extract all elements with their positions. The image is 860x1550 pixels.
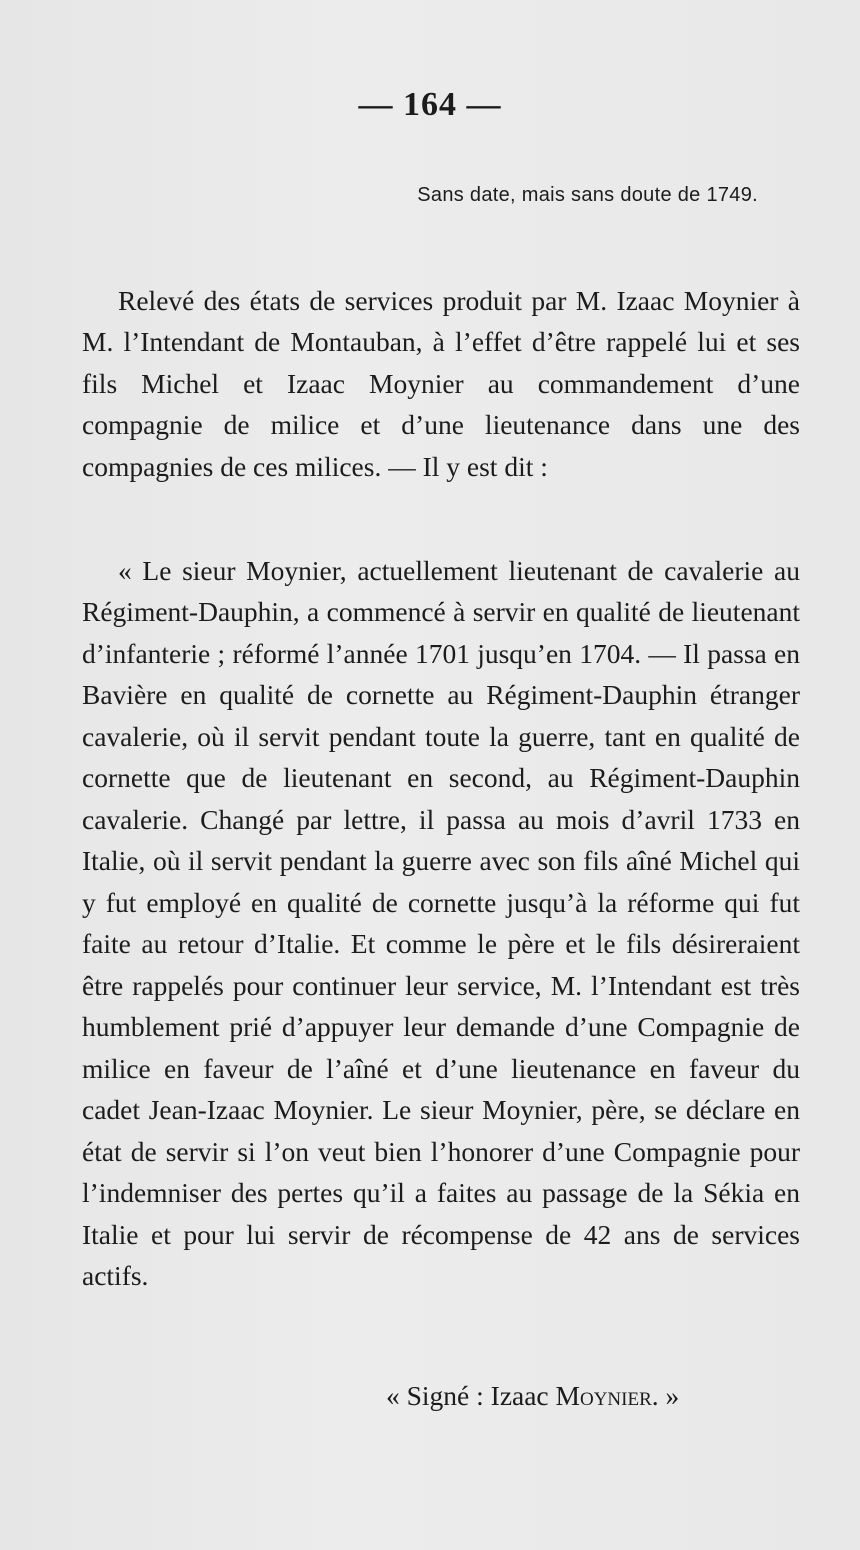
signature-line	[386, 1380, 679, 1412]
paragraph-quote: « Le sieur Moynier, actuellement lieutenant de cavalerie au Régiment-Dauphin, a commencé à servir en qualité de lieutenant d’infanterie ; réformé l’année 1701 jusqu’en 1704. — Il passa en Bavière en qualité de cornette au Régiment-Dauphin étranger cavalerie, où il servit pendant toute la guerre, tant en qualité de cornette que de lieutenant en second, au Régiment-Dauphin cavalerie. Changé par lettre, il passa au mois d’avril 1733 en Italie, où il servit pendant la guerre avec son fils aîné Michel qui y fut employé en qualité de cornette jusqu’à la réforme qui fut faite au retour d’Italie. Et comme le père et le fils désireraient être rappelés pour continuer leur service, M. l’Intendant est très humblement prié d’appuyer leur demande d’une Compagnie de milice en faveur de l’aîné et d’une lieutenance en faveur du cadet Jean-Izaac Moynier. Le sieur Moynier, père, se déclare en état de servir si l’on veut bien l’honorer d’une Compagnie pour l’indemniser des pertes qu’il a faites au passage de la Sékia en Italie et pour lui servir de récompense de 42 ans de services actifs.	[82, 554, 800, 1291]
paragraph-intro: Relevé des états de services produit par M. Izaac Moynier à M. l’Intendant de Montauban, à l’effet d’être rappelé lui et ses fils Michel et Izaac Moynier au commandement d’une compagnie de milice et d’une lieutenance dans une des compagnies de ces milices. — Il y est dit :	[82, 284, 800, 482]
page-number: — 164 —	[358, 86, 502, 123]
signature-name: Moynier	[555, 1380, 652, 1411]
dateline: Sans date, mais sans doute de 1749.	[417, 184, 758, 206]
signature-suffix: . »	[651, 1380, 680, 1411]
signature-prefix: « Signé : Izaac	[386, 1380, 556, 1411]
